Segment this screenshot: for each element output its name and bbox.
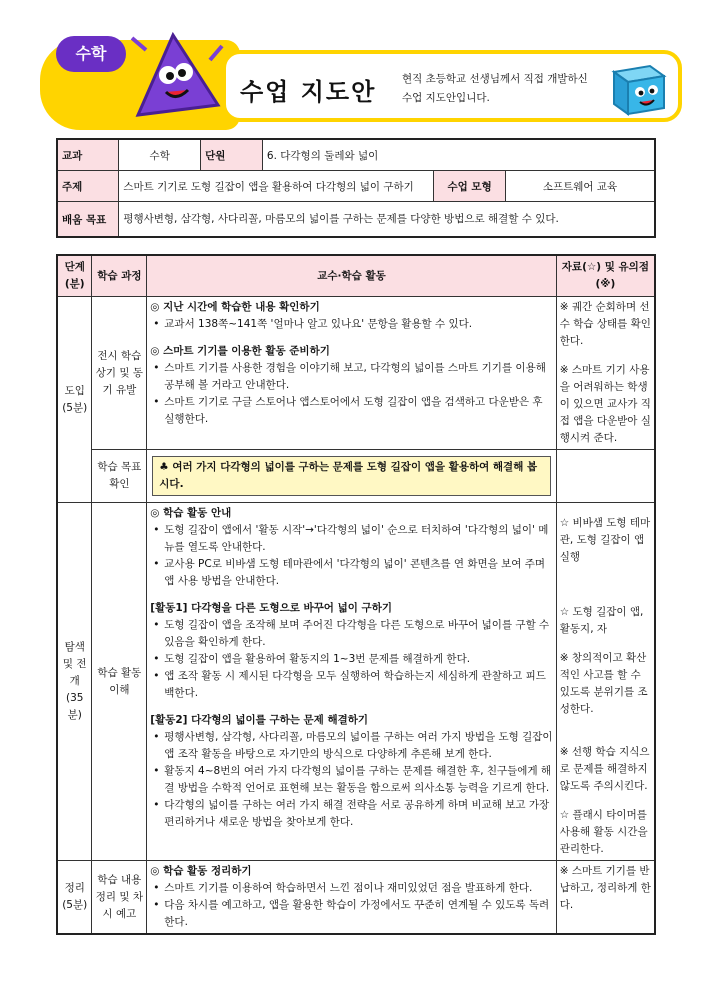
note: ※ 선행 학습 지식으로 문제를 해결하지 않도록 주의시킨다. — [559, 746, 650, 792]
empty-note — [556, 450, 655, 503]
note: ※ 스마트 기기를 반납하고, 정리하게 한다. — [559, 865, 651, 911]
subject-value: 수학 — [119, 139, 201, 171]
desc-line-2: 수업 지도안입니다. — [402, 92, 490, 104]
list-item: • 스마트 기기를 이용하여 학습하면서 느낀 점이나 재미있었던 점을 발표하게 한다. — [164, 880, 552, 897]
closing-activities — [147, 861, 556, 935]
page-title: 수업 지도안 — [240, 78, 377, 106]
activity-1-heading: [활동1] 다각형을 다른 도형으로 바꾸어 넓이 구하기 — [150, 602, 392, 614]
list-item: • 도형 길잡이 앱을 조작해 보며 주어진 다각형을 다른 도형으로 바꾸어 넓이를 구할 수 있음을 확인하게 한다. — [164, 617, 552, 651]
subject-badge: 수학 — [56, 36, 126, 72]
cube-mascot-icon — [606, 54, 670, 118]
topic-value: 스마트 기기로 도형 길잡이 앱을 활용하여 다각형의 넓이 구하기 — [119, 171, 434, 202]
header-process: 학습 과정 — [92, 255, 147, 297]
header-materials: 자료(☆) 및 유의점(※) — [556, 255, 655, 297]
list-item: • 교과서 138쪽~141쪽 '얼마나 알고 있나요' 문항을 활용할 수 있다. — [164, 316, 552, 333]
goal-cell — [147, 450, 556, 503]
model-label: 수업 모형 — [434, 171, 506, 202]
goal-label: 배움 목표 — [57, 202, 119, 238]
list-item: • 스마트 기기를 사용한 경험을 이야기해 보고, 다각형의 넓이를 스마트 기기를 이용해 공부해 볼 거라고 안내한다. — [164, 360, 552, 394]
list-item: • 앱 조작 활동 시 제시된 다각형을 모두 실행하여 학습하는지 세심하게 관찰하고 피드백한다. — [164, 668, 552, 702]
lesson-info-table — [56, 138, 656, 238]
intro-heading-2: ◎ 스마트 기기를 이용한 활동 준비하기 — [150, 345, 330, 357]
header-activity: 교수·학습 활동 — [147, 255, 556, 297]
list-item: • 교사용 PC로 비바샘 도형 테마관에서 '다각형의 넓이' 콘텐츠를 연 화면을 보여 주며 앱 사용 방법을 안내한다. — [164, 556, 552, 590]
list-item: • 도형 길잡이 앱을 활용하여 활동지의 1~3번 문제를 해결하게 한다. — [164, 651, 552, 668]
list-item: • 다음 차시를 예고하고, 앱을 활용한 학습이 가정에서도 꾸준히 연계될 수 있도록 독려한다. — [164, 897, 552, 931]
intro-heading-1: ◎ 지난 시간에 학습한 내용 확인하기 — [150, 301, 320, 313]
topic-label: 주제 — [57, 171, 119, 202]
unit-value: 6. 다각형의 둘레와 넓이 — [262, 139, 655, 171]
list-item: • 스마트 기기로 구글 스토어나 앱스토어에서 도형 길잡이 앱을 검색하고 다운받은 후 실행한다. — [164, 394, 552, 428]
note: ※ 궤간 순회하며 선수 학습 상태를 확인한다. — [559, 301, 651, 347]
goal-box: ♣ 여러 가지 다각형의 넓이를 구하는 문제를 도형 길잡이 앱을 활용하여 해결해 봅시다. — [152, 456, 550, 496]
header-description — [402, 70, 588, 108]
stage-intro: 도입 (5분) — [57, 297, 92, 503]
list-item: • 다각형의 넓이를 구하는 여러 가지 해결 전략을 서로 공유하게 하며 비교해 보고 가장 편리하거나 새로운 방법을 찾아보게 한다. — [164, 797, 552, 831]
note: ☆ 비바샘 도형 테마관, 도형 길잡이 앱 실행 — [559, 517, 651, 563]
note: ※ 스마트 기기 사용을 어려워하는 학생이 있으면 교사가 직접 앱을 다운받아 실행시켜 준다. — [559, 364, 651, 444]
list-item: • 활동지 4~8번의 여러 가지 다각형의 넓이를 구하는 문제를 해결한 후, 친구들에게 해결 방법을 수학적 언어로 표현해 보는 활동을 함으로써 의사소통 능력을 기르게 한다. — [164, 763, 552, 797]
process-summary: 학습 내용 정리 및 차시 예고 — [92, 861, 147, 935]
develop-activities — [147, 503, 556, 861]
model-value: 소프트웨어 교육 — [506, 171, 656, 202]
process-goal-check: 학습 목표 확인 — [92, 450, 147, 503]
header-stage: 단계 (분) — [57, 255, 92, 297]
develop-heading-1: ◎ 학습 활동 안내 — [150, 507, 232, 519]
develop-notes — [556, 503, 655, 861]
desc-line-1: 현직 초등학교 선생님께서 직접 개발하신 — [402, 73, 588, 85]
triangle-mascot-icon — [118, 20, 228, 130]
activity-2-heading: [활동2] 다각형의 넓이를 구하는 문제 해결하기 — [150, 714, 369, 726]
note: ☆ 도형 길잡이 앱, 활동지, 자 — [559, 606, 644, 635]
stage-closing: 정리 (5분) — [57, 861, 92, 935]
unit-label: 단원 — [201, 139, 263, 171]
note: ☆ 플래시 타이머를 사용해 활동 시간을 관리한다. — [559, 809, 648, 855]
process-activity: 학습 활동 이해 — [92, 503, 147, 861]
list-item: • 평행사변형, 삼각형, 사다리꼴, 마름모의 넓이를 구하는 여러 가지 방법을 도형 길잡이 앱 조작 활동을 바탕으로 자기만의 방식으로 다양하게 추론해 보게 한다. — [164, 729, 552, 763]
page-header — [0, 0, 706, 130]
closing-heading: ◎ 학습 활동 정리하기 — [150, 865, 252, 877]
note: ※ 창의적이고 확산적인 사고를 할 수 있도록 분위기를 조성한다. — [559, 652, 648, 715]
intro-activities — [147, 297, 556, 450]
process-review: 전시 학습 상기 및 동기 유발 — [92, 297, 147, 450]
goal-value: 평행사변형, 삼각형, 사다리꼴, 마름모의 넓이를 구하는 문제를 다양한 방법으로 해결할 수 있다. — [119, 202, 655, 238]
closing-notes — [556, 861, 655, 935]
stage-develop: 탐색 및 전개 (35분) — [57, 503, 92, 861]
lesson-plan-table — [56, 254, 656, 935]
list-item: • 도형 길잡이 앱에서 '활동 시작'→'다각형의 넓이' 순으로 터치하여 '다각형의 넓이' 메뉴를 열도록 안내한다. — [164, 522, 552, 556]
subject-label: 교과 — [57, 139, 119, 171]
intro-notes — [556, 297, 655, 450]
